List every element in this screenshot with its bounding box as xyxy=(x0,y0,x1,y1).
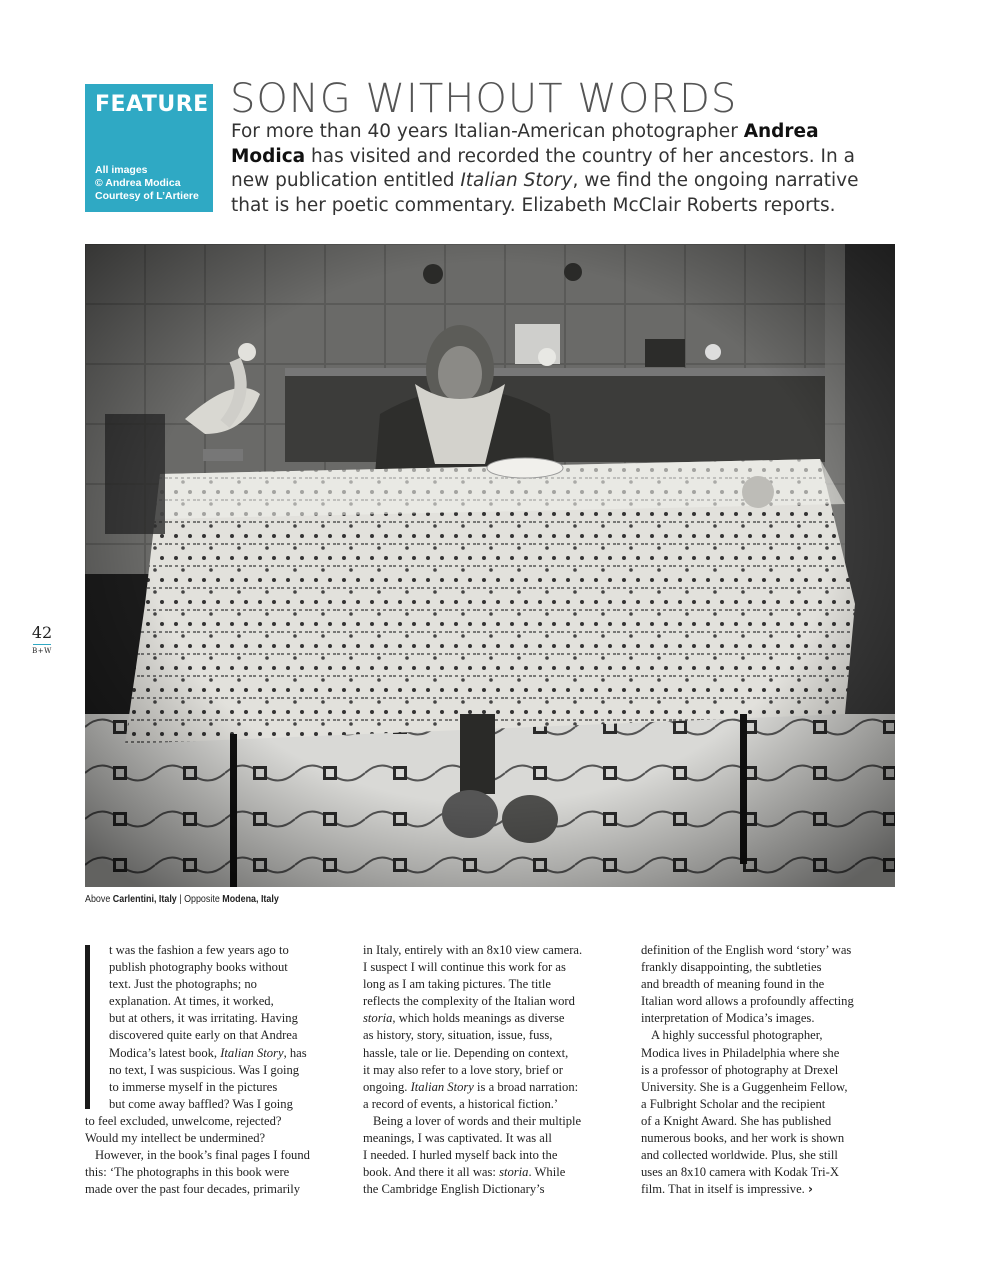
credit-line: © Andrea Modica xyxy=(95,177,181,189)
body-line: frankly disappointing, the subtleties xyxy=(641,960,822,975)
body-text: . While xyxy=(528,1165,566,1180)
body-line: it may also refer to a love story, brief or xyxy=(363,1062,563,1077)
continue-arrow-icon: › xyxy=(807,1182,813,1197)
body-line: the Cambridge English Dictionary’s xyxy=(363,1182,545,1197)
body-line: as history, story, situation, issue, fuss, xyxy=(363,1028,553,1043)
page-number: 42 xyxy=(31,623,53,642)
feature-badge xyxy=(85,84,213,212)
standfirst-text: , we find the ongoing narrative that is her poetic commentary. Elizabeth McClair Roberts reports. xyxy=(231,170,859,216)
body-line: and collected worldwide. Plus, she still xyxy=(641,1148,838,1163)
body-line: I suspect I will continue this work for as xyxy=(363,960,566,975)
body-line: However, in the book’s final pages I found xyxy=(95,1148,310,1163)
body-line: text. Just the photographs; no xyxy=(109,977,257,992)
body-line: meanings, I was captivated. It was all xyxy=(363,1131,552,1146)
body-text: ongoing. xyxy=(363,1079,411,1094)
body-line: A highly successful photographer, xyxy=(651,1028,823,1043)
body-line xyxy=(363,1164,618,1181)
body-line xyxy=(363,1010,618,1027)
body-line: a Fulbright Scholar and the recipient xyxy=(641,1096,826,1111)
body-line: to immerse myself in the pictures xyxy=(109,1079,278,1094)
standfirst-text: For more than 40 years Italian-American photographer xyxy=(231,121,744,142)
body-column-2 xyxy=(363,942,618,1198)
body-line: a record of events, a historical fiction.’ xyxy=(363,1096,559,1111)
body-line: definition of the English word ‘story’ was xyxy=(641,943,852,957)
body-line: numerous books, and her work is shown xyxy=(641,1131,845,1146)
body-line: is a professor of photography at Drexel xyxy=(641,1062,839,1077)
body-line: University. She is a Guggenheim Fellow, xyxy=(641,1079,848,1094)
magazine-name: B+W xyxy=(32,647,52,655)
body-line: of a Knight Award. She has published xyxy=(641,1113,832,1128)
feature-photograph xyxy=(85,244,895,887)
caption-label: | Opposite xyxy=(176,893,223,905)
body-line: t was the fashion a few years ago to xyxy=(109,943,289,957)
body-line: to feel excluded, unwelcome, rejected? xyxy=(85,1113,282,1128)
page-folio xyxy=(30,624,54,655)
body-line: Italian word allows a profoundly affecting xyxy=(641,994,854,1009)
body-text: film. That in itself is impressive. xyxy=(641,1182,808,1197)
italic-word: storia xyxy=(363,1011,393,1026)
body-line: Modica lives in Philadelphia where she xyxy=(641,1045,840,1060)
body-text: is a broad narration: xyxy=(473,1079,579,1094)
body-line: reflects the complexity of the Italian word xyxy=(363,994,575,1009)
body-line: this: ‘The photographs in this book were xyxy=(85,1165,290,1180)
body-column-1 xyxy=(85,942,340,1198)
body-line: Would my intellect be undermined? xyxy=(85,1131,266,1146)
folio-divider xyxy=(33,644,51,645)
kitchen-scene-image xyxy=(85,244,895,887)
body-line: discovered quite early on that Andrea xyxy=(109,1028,298,1043)
article-title: SONG WITHOUT WORDS xyxy=(230,76,738,122)
body-text: , which holds meanings as diverse xyxy=(392,1011,565,1026)
body-line: and breadth of meaning found in the xyxy=(641,977,825,992)
caption-place-above: Carlentini, Italy xyxy=(112,893,177,905)
italic-word: storia xyxy=(499,1165,529,1180)
standfirst-text: has visited and recorded the country of her ancestors. In a new publication entitled xyxy=(231,145,855,191)
photographer-name: Andrea Modica xyxy=(231,121,819,167)
caption-label: Above xyxy=(85,893,113,905)
body-text: Modica’s latest book, xyxy=(109,1045,221,1060)
credit-line: All images xyxy=(95,164,148,176)
body-line: I needed. I hurled myself back into the xyxy=(363,1148,558,1163)
body-column-3 xyxy=(641,942,896,1198)
body-text: book. And there it all was: xyxy=(363,1165,500,1180)
body-line xyxy=(363,1079,618,1096)
photo-credits xyxy=(95,164,199,203)
body-line: in Italy, entirely with an 8x10 view camera. xyxy=(363,943,583,957)
body-line: made over the past four decades, primarily xyxy=(85,1182,301,1197)
book-title: Italian Story xyxy=(410,1079,474,1094)
body-line: no text, I was suspicious. Was I going xyxy=(109,1062,300,1077)
caption-place-opposite: Modena, Italy xyxy=(222,893,279,905)
body-line: long as I am taking pictures. The title xyxy=(363,977,551,992)
body-text: , has xyxy=(283,1045,307,1060)
body-line: explanation. At times, it worked, xyxy=(109,994,274,1009)
standfirst xyxy=(231,120,891,218)
body-line xyxy=(85,1045,340,1062)
body-line xyxy=(641,1181,896,1198)
body-line: Being a lover of words and their multiple xyxy=(373,1113,582,1128)
credit-line: Courtesy of L’Artiere xyxy=(95,190,199,202)
body-line: but at others, it was irritating. Having xyxy=(109,1011,298,1026)
body-line: publish photography books without xyxy=(109,960,288,975)
body-line: interpretation of Modica’s images. xyxy=(641,1011,815,1026)
body-line: but come away baffled? Was I going xyxy=(109,1096,293,1111)
body-line: uses an 8x10 camera with Kodak Tri-X xyxy=(641,1165,839,1180)
book-title: Italian Story xyxy=(460,170,573,191)
book-title: Italian Story xyxy=(220,1045,284,1060)
feature-label: FEATURE xyxy=(95,92,209,117)
photo-caption xyxy=(85,893,279,905)
body-line: hassle, tale or lie. Depending on context, xyxy=(363,1045,569,1060)
